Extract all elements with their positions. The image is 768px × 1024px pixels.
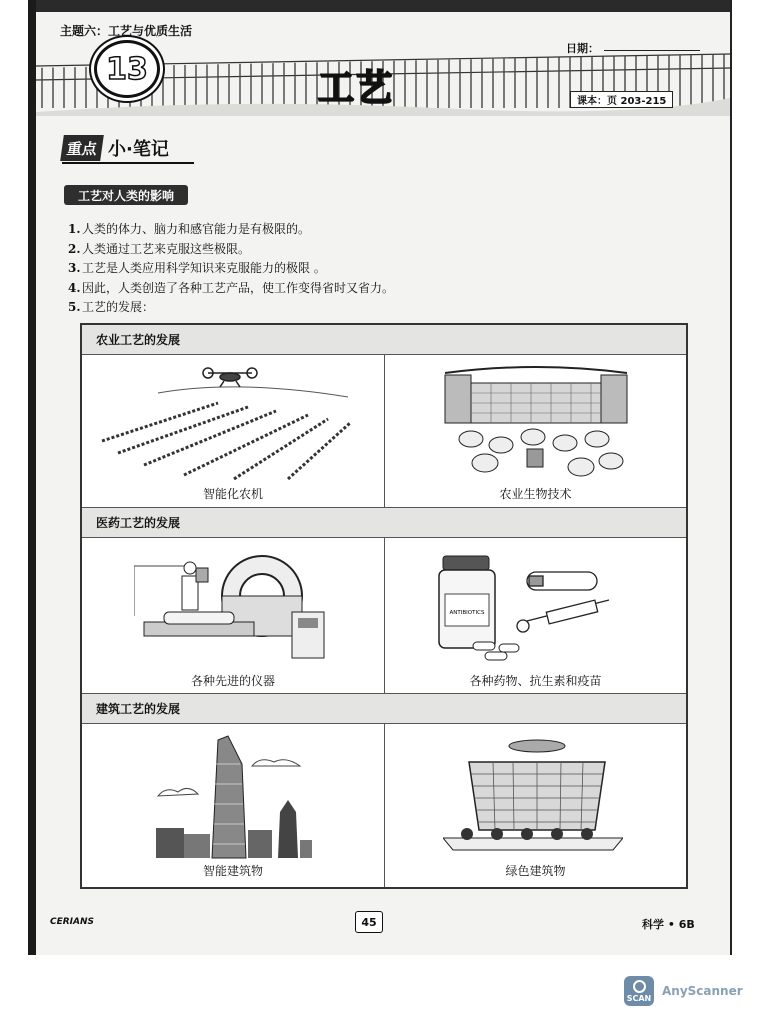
- caption-smart-buildings: 智能建筑物: [202, 864, 263, 878]
- notes-heading-box: 重点: [60, 135, 104, 161]
- chapter-title: 工艺: [318, 68, 395, 109]
- list-item: 3.工艺是人类应用科学知识来克服能力的极限 。: [68, 261, 326, 275]
- skyscraper-illustration: [154, 734, 314, 860]
- caption-advanced-instruments: 各种先进的仪器: [190, 674, 275, 688]
- technology-development-table: [80, 323, 688, 889]
- drone-field-illustration: [98, 363, 368, 481]
- scanner-app-icon: SCAN: [624, 976, 654, 1006]
- list-item: 5.工艺的发展：: [68, 300, 155, 314]
- page-top-shadow: [36, 0, 730, 12]
- mri-scanner-illustration: [134, 546, 334, 664]
- category-construction-header: 建筑工艺的发展: [82, 694, 686, 724]
- scanner-watermark: [624, 976, 743, 1006]
- publisher-logo: CERIANS: [50, 917, 95, 927]
- textbook-reference: 课本：页 203-215: [570, 91, 673, 108]
- key-points-list: [68, 220, 394, 318]
- green-building-illustration: [443, 734, 623, 856]
- page-number: 45: [355, 911, 383, 933]
- cell-agri-biotech: [384, 355, 686, 508]
- list-item: 1.人类的体力、脑力和感官能力是有极限的。: [68, 222, 311, 236]
- page-edge-shadow: [28, 0, 36, 955]
- category-medicine-header: 医药工艺的发展: [82, 508, 686, 538]
- category-agriculture-header: 农业工艺的发展: [82, 325, 686, 355]
- subject-label: 科学 • 6B: [642, 918, 695, 931]
- cell-smart-buildings: [82, 724, 384, 887]
- notes-heading-text: 小·笔记: [108, 139, 169, 160]
- caption-green-buildings: 绿色建筑物: [505, 864, 566, 878]
- scanner-app-name: AnyScanner: [662, 984, 743, 998]
- list-item: 4.因此，人类创造了各种工艺产品，使工作变得省时又省力。: [68, 280, 395, 295]
- caption-drugs-vaccines: 各种药物、抗生素和疫苗: [469, 674, 602, 688]
- unit-number-badge: 13: [94, 40, 160, 98]
- cell-advanced-instruments: [82, 538, 384, 694]
- cell-drugs-vaccines: [384, 538, 686, 694]
- section-title: 工艺对人类的影响: [64, 185, 188, 205]
- bottle-label-text: ANTIBIOTICS: [449, 610, 485, 616]
- notes-underline: [62, 162, 194, 164]
- medicine-illustration: [437, 550, 627, 662]
- date-label: 日期：: [566, 42, 599, 55]
- caption-agri-biotech: 农业生物技术: [499, 487, 572, 501]
- caption-smart-farm-machine: 智能化农机: [202, 487, 263, 501]
- cell-smart-farm-machine: [82, 355, 384, 508]
- theme-label: 主题六：工艺与优质生活: [60, 24, 193, 38]
- date-field[interactable]: [604, 50, 700, 51]
- cell-green-buildings: [384, 724, 686, 887]
- poultry-farm-illustration: [441, 363, 631, 481]
- list-item: 2.人类通过工艺来克服这些极限。: [68, 241, 251, 256]
